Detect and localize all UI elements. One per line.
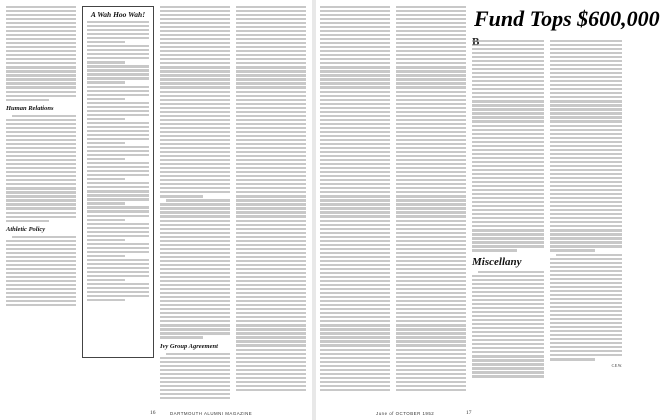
left-column-3 (160, 4, 230, 400)
footer-left: DARTMOUTH ALUMNI MAGAZINE (170, 411, 253, 416)
wah-hoo-wah-box (82, 6, 154, 358)
right-page (316, 0, 660, 420)
right-column-1 (320, 4, 390, 400)
left-column-1 (6, 4, 76, 400)
heading-human-relations: Human Relations (6, 104, 54, 112)
box-title: A Wah Hoo Wah! (90, 10, 146, 19)
heading-athletic-policy: Athletic Policy (6, 225, 46, 233)
right-column-2 (396, 4, 466, 400)
right-column-3 (472, 38, 544, 398)
heading-miscellany: Miscellany (472, 255, 522, 268)
feature-title: Fund Tops $600,000 (474, 6, 660, 31)
footer-right: June of OCTOBER 1952 (376, 411, 435, 416)
page-number-left: 16 (150, 410, 156, 416)
left-page (0, 0, 312, 420)
signature-initials: C.E.W. (611, 363, 622, 368)
left-column-4 (236, 4, 306, 400)
right-column-4 (550, 38, 622, 398)
heading-ivy-group: Ivy Group Agreement (160, 342, 218, 350)
page-number-right: 17 (466, 410, 472, 416)
